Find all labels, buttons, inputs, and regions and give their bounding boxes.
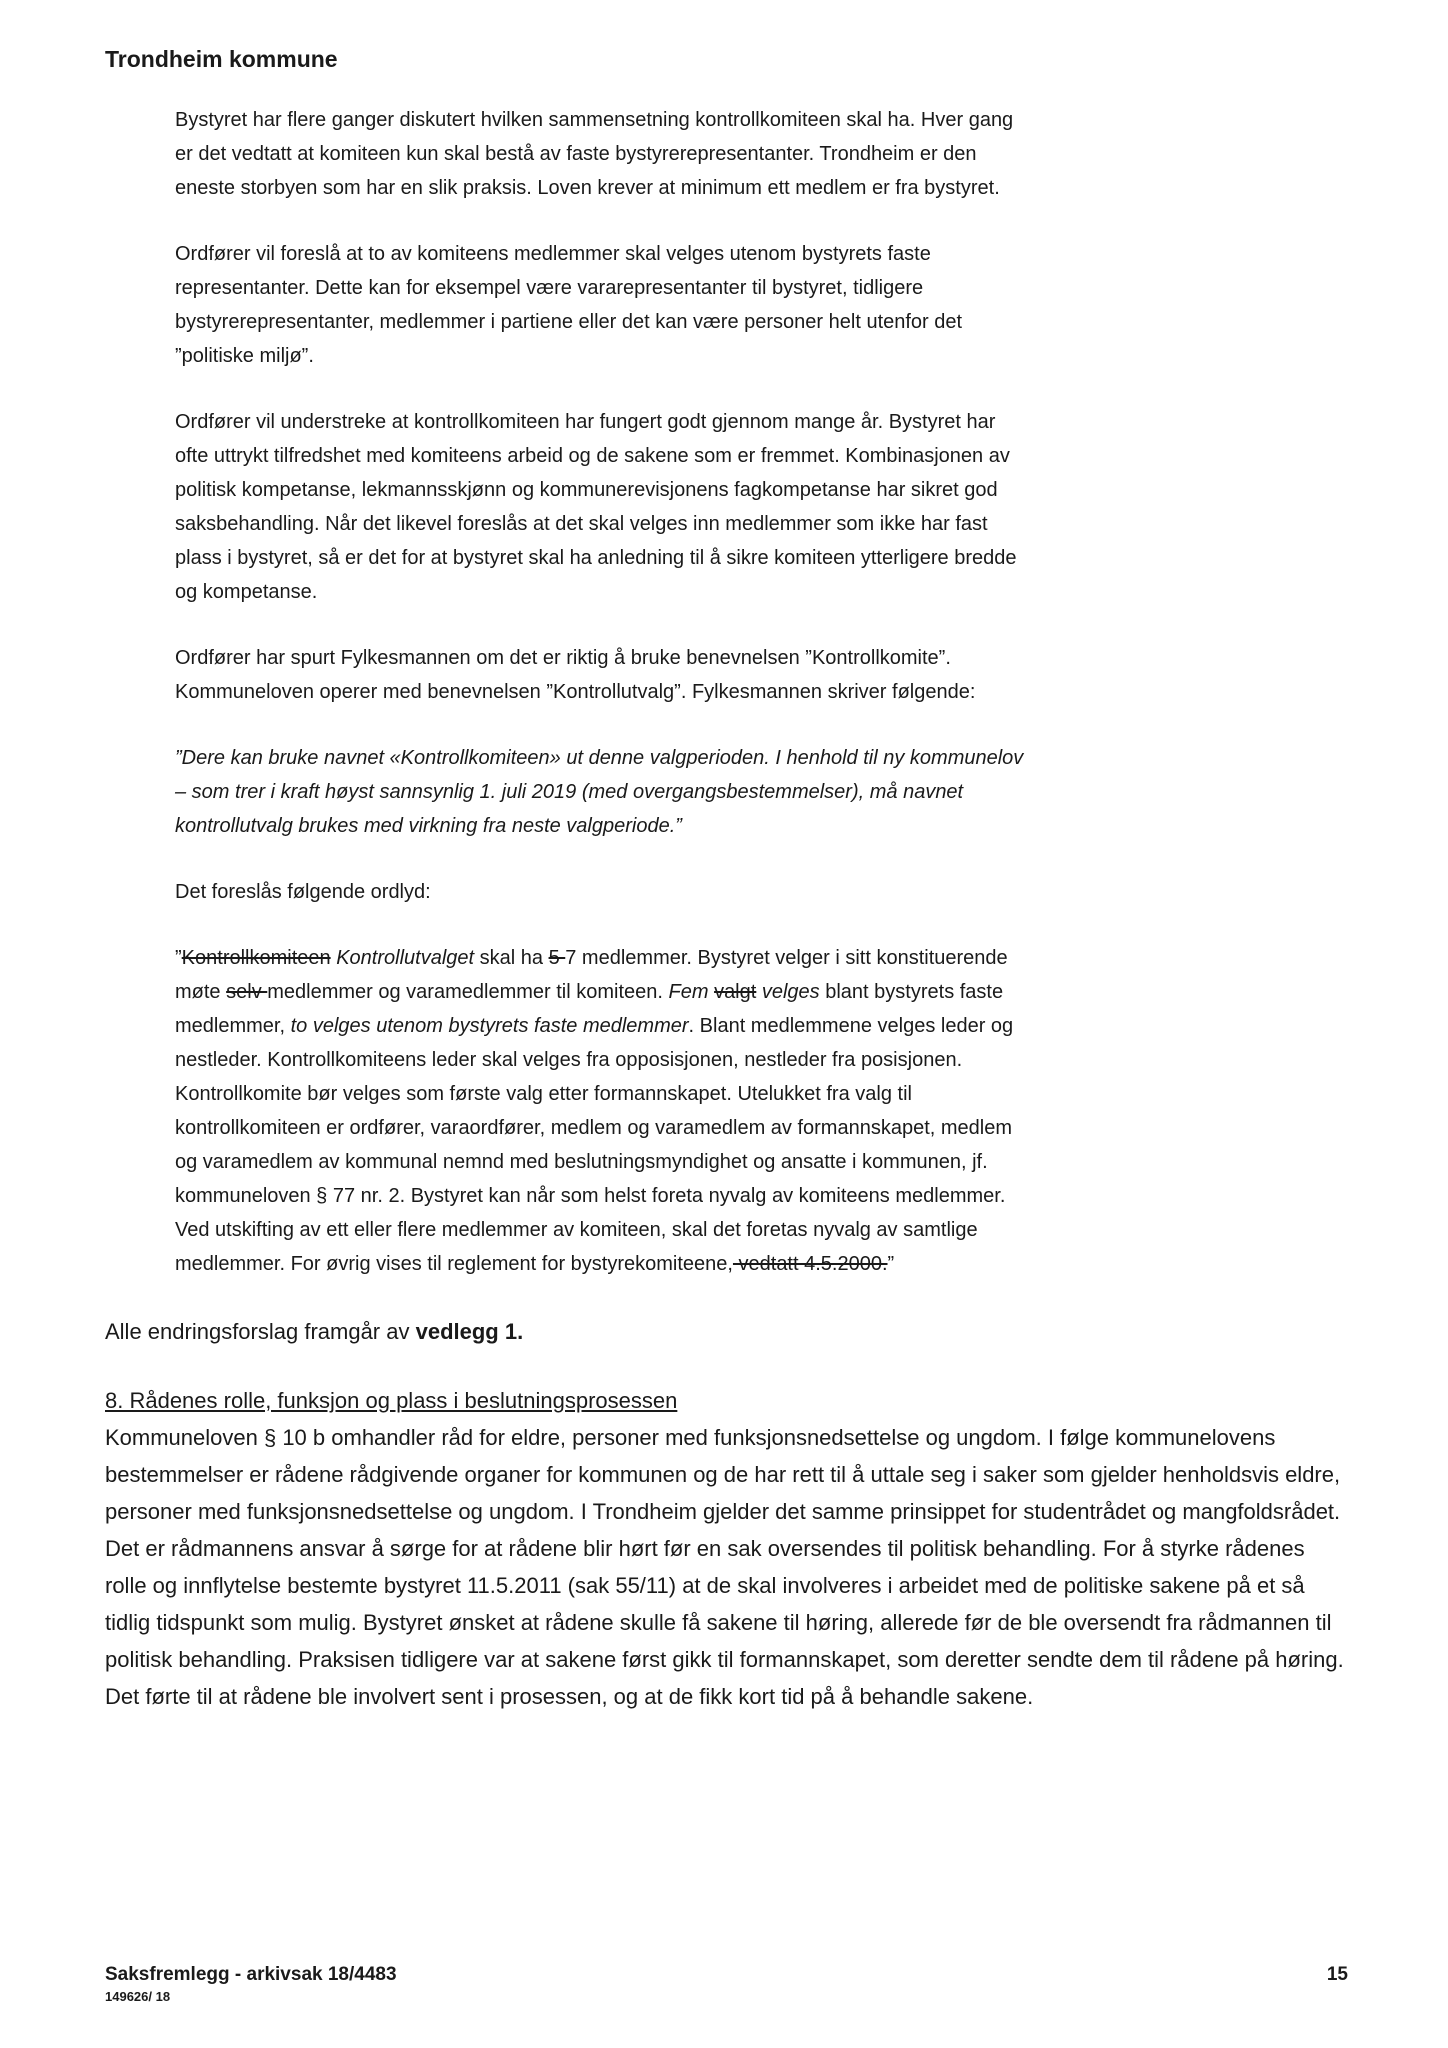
paragraph-composition: Bystyret har flere ganger diskutert hvilken sammensetning kontrollkomiteen skal ha. Hver gang er det vedtatt at komiteen kun skal bestå av faste bystyrerepresentanter. Trondheim er den eneste storbyen som har en slik praksis. Loven krever at minimum ett medlem er fra bystyret.	[175, 109, 1014, 199]
paragraph-raadenes-rolle: Kommuneloven § 10 b omhandler råd for eldre, personer med funksjonsnedsettelse og ungdom. I følge kommunelovens bestemmelser er rådene rådgivende organer for kommunen og de har rett til å uttale seg i saker som gjelder henholdsvis eldre, personer med funksjonsnedsettelse og ungdom. I Trondheim gjelder det samme prinsippet for studentrådet og mangfoldsrådet. Det er rådmannens ansvar å sørge for at rådene blir hørt før en sak oversendes til politisk behandling. For å styrke rådenes rolle og innflytelse bestemte bystyret 11.5.2011 (sak 55/11) at de skal involveres i arbeidet med de politiske sakene på et så tidlig tidspunkt som mulig. Bystyret ønsket at rådene skulle få sakene til høring, allerede før de ble oversendt fra rådmannen til politisk behandling. Praksisen tidligere var at sakene først gikk til formannskapet, som deretter sendte dem til rådene på høring. Det førte til at rådene ble involvert sent i prosessen, og at de fikk kort tid på å behandle sakene.	[105, 1425, 1344, 1709]
document-body	[105, 103, 1348, 1715]
paragraph-naming: Ordfører har spurt Fylkesmannen om det er riktig å bruke benevnelsen ”Kontrollkomite”. Kommuneloven operer med benevnelsen ”Kontrollutvalg”. Fylkesmannen skriver følgende:	[175, 647, 976, 703]
paragraph-ordlyd: ”Kontrollkomiteen Kontrollutvalget skal ha 5 7 medlemmer. Bystyret velger i sitt konstituerende møte selv medlemmer og varamedlemmer til komiteen. Fem valgt velges blant bystyrets faste medlemmer, to velges utenom bystyrets faste medlemmer. Blant medlemmene velges leder og nestleder. Kontrollkomiteens leder skal velges fra opposisjonen, nestleder fra posisjonen. Kontrollkomite bør velges som første valg etter formannskapet. Utelukket fra valg til kontrollkomiteen er ordfører, varaordfører, medlem og varamedlem av formannskapet, medlem og varamedlem av kommunal nemnd med beslutningsmyndighet og ansatte i kommunen, jf. kommuneloven § 77 nr. 2. Bystyret kan når som helst foreta nyvalg av komiteens medlemmer. Ved utskifting av ett eller flere medlemmer av komiteen, skal det foretas nyvalg av samtlige medlemmer. For øvrig vises til reglement for bystyrekomiteene, vedtatt 4.5.2000.”	[175, 947, 1014, 1275]
paragraph-quote-fylkesmannen: ”Dere kan bruke navnet «Kontrollkomiteen» ut denne valgperioden. I henhold til ny kommunelov – som trer i kraft høyst sannsynlig 1. juli 2019 (med overgangsbestemmelser), må navnet kontrollutvalg brukes med virkning fra neste valgperiode.”	[175, 747, 1024, 837]
paragraph-proposal: Ordfører vil foreslå at to av komiteens medlemmer skal velges utenom bystyrets faste representanter. Dette kan for eksempel være vararepresentanter til bystyret, tidligere bystyrerepresentanter, medlemmer i partiene eller det kan være personer helt utenfor det ”politiske miljø”.	[175, 243, 963, 367]
page-footer	[105, 1964, 1348, 2004]
footer-doc-ref: Saksfremlegg - arkivsak 18/4483	[105, 1964, 397, 1985]
page-title: Trondheim kommune	[105, 46, 338, 72]
paragraph-endringsforslag: Alle endringsforslag framgår av vedlegg 1.	[105, 1319, 524, 1344]
paragraph-ordlyd-intro: Det foreslås følgende ordlyd:	[175, 881, 431, 903]
section-heading-8: 8. Rådenes rolle, funksjon og plass i beslutningsprosessen	[105, 1388, 678, 1413]
footer-archive-ref: 149626/ 18	[105, 1989, 171, 2004]
paragraph-emphasis: Ordfører vil understreke at kontrollkomiteen har fungert godt gjennom mange år. Bystyret har ofte uttrykt tilfredshet med komiteens arbeid og de sakene som er fremmet. Kombinasjonen av politisk kompetanse, lekmannsskjønn og kommunerevisjonens fagkompetanse har sikret god saksbehandling. Når det likevel foreslås at det skal velges inn medlemmer som ikke har fast plass i bystyret, så er det for at bystyret skal ha anledning til å sikre komiteen ytterligere bredde og kompetanse.	[175, 411, 1017, 603]
footer-page-number: 15	[1326, 1964, 1348, 1985]
